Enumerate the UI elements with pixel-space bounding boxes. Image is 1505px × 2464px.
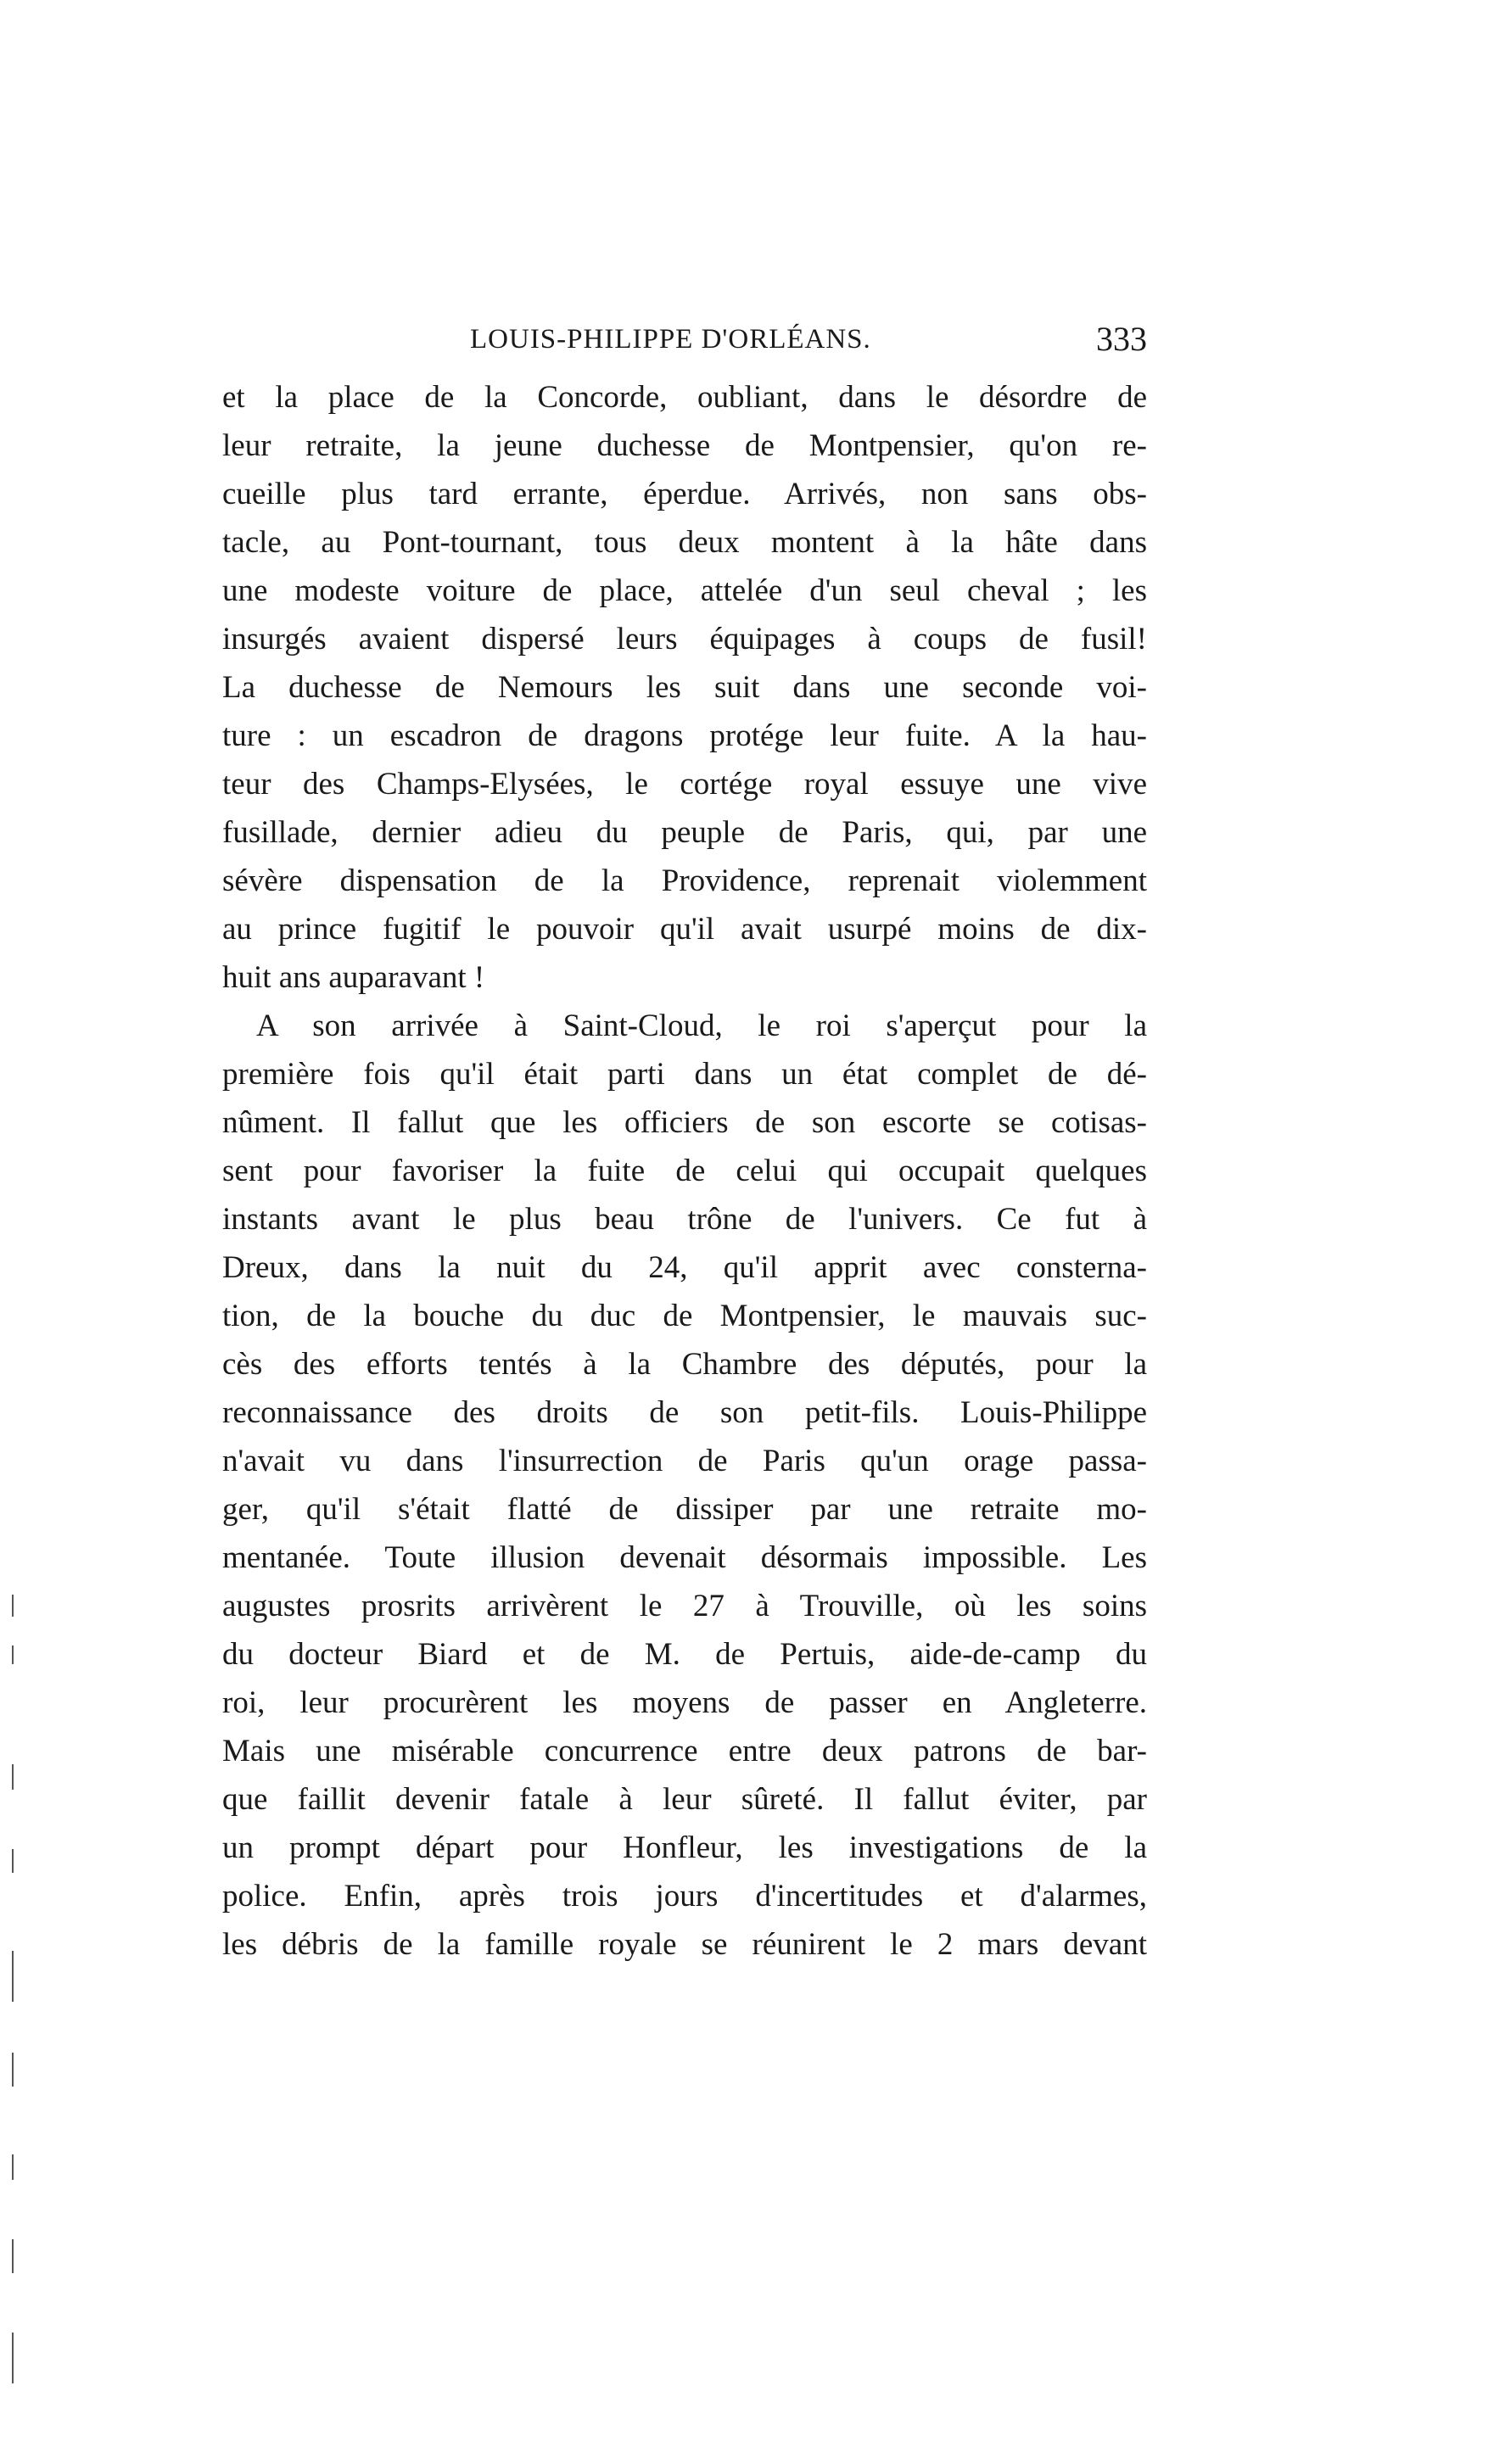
text-line: nûment. Il fallut que les officiers de son escorte se cotisas- bbox=[222, 1105, 1147, 1140]
scan-mark bbox=[12, 1764, 14, 1790]
text-line: huit ans auparavant ! bbox=[222, 960, 485, 995]
text-line: une modeste voiture de place, attelée d'un seul cheval ; les bbox=[222, 573, 1147, 608]
text-line: A son arrivée à Saint-Cloud, le roi s'aperçut pour la bbox=[256, 1009, 1147, 1043]
text-line: que faillit devenir fatale à leur sûreté. Il fallut éviter, par bbox=[222, 1782, 1147, 1817]
scan-mark bbox=[12, 1951, 14, 2002]
text-line: ger, qu'il s'était flatté de dissiper par une retraite mo- bbox=[222, 1492, 1147, 1527]
text-line: au prince fugitif le pouvoir qu'il avait usurpé moins de dix- bbox=[222, 912, 1147, 947]
text-line: mentanée. Toute illusion devenait désormais impossible. Les bbox=[222, 1540, 1147, 1575]
text-line: sévère dispensation de la Providence, reprenait violemment bbox=[222, 863, 1147, 898]
text-line: ture : un escadron de dragons protége leur fuite. A la hau- bbox=[222, 718, 1147, 753]
text-line: augustes prosrits arrivèrent le 27 à Trouville, où les soins bbox=[222, 1589, 1147, 1623]
text-line: fusillade, dernier adieu du peuple de Paris, qui, par une bbox=[222, 815, 1147, 850]
body-text bbox=[222, 373, 1147, 1969]
text-line: teur des Champs-Elysées, le cortége royal essuye une vive bbox=[222, 767, 1147, 802]
text-line: tacle, au Pont-tournant, tous deux montent à la hâte dans bbox=[222, 525, 1147, 560]
text-line: Mais une misérable concurrence entre deux patrons de bar- bbox=[222, 1734, 1147, 1768]
text-line: leur retraite, la jeune duchesse de Montpensier, qu'on re- bbox=[222, 428, 1147, 463]
text-line: sent pour favoriser la fuite de celui qui occupait quelques bbox=[222, 1154, 1147, 1188]
text-line: première fois qu'il était parti dans un état complet de dé- bbox=[222, 1057, 1147, 1092]
scan-mark bbox=[12, 2154, 14, 2180]
scan-mark bbox=[12, 1849, 14, 1873]
text-line: Dreux, dans la nuit du 24, qu'il apprit avec consterna- bbox=[222, 1250, 1147, 1285]
scan-edge-marks bbox=[12, 1595, 15, 2443]
scan-mark bbox=[12, 2333, 14, 2383]
scan-mark bbox=[12, 1595, 14, 1617]
text-line: cueille plus tard errante, éperdue. Arrivés, non sans obs- bbox=[222, 477, 1147, 511]
page-header bbox=[222, 316, 1147, 366]
text-line: La duchesse de Nemours les suit dans une seconde voi- bbox=[222, 670, 1147, 705]
scan-mark bbox=[12, 1645, 14, 1664]
text-line: police. Enfin, après trois jours d'incertitudes et d'alarmes, bbox=[222, 1879, 1147, 1914]
scan-mark bbox=[12, 2053, 14, 2087]
text-line: et la place de la Concorde, oubliant, dans le désordre de bbox=[222, 380, 1147, 415]
text-line: cès des efforts tentés à la Chambre des députés, pour la bbox=[222, 1347, 1147, 1382]
text-line: n'avait vu dans l'insurrection de Paris qu'un orage passa- bbox=[222, 1444, 1147, 1478]
text-line: insurgés avaient dispersé leurs équipages à coups de fusil! bbox=[222, 622, 1147, 657]
text-line: roi, leur procurèrent les moyens de passer en Angleterre. bbox=[222, 1685, 1147, 1720]
text-line: du docteur Biard et de M. de Pertuis, aide-de-camp du bbox=[222, 1637, 1147, 1672]
text-line: reconnaissance des droits de son petit-fils. Louis-Philippe bbox=[222, 1395, 1147, 1430]
text-line: instants avant le plus beau trône de l'univers. Ce fut à bbox=[222, 1202, 1147, 1237]
text-line: tion, de la bouche du duc de Montpensier, le mauvais suc- bbox=[222, 1299, 1147, 1333]
text-line: un prompt départ pour Honfleur, les investigations de la bbox=[222, 1830, 1147, 1865]
scan-mark bbox=[12, 2239, 14, 2273]
text-line: les débris de la famille royale se réunirent le 2 mars devant bbox=[222, 1927, 1147, 1962]
page-number: 333 bbox=[1096, 320, 1147, 358]
running-title: LOUIS-PHILIPPE D'ORLÉANS. bbox=[470, 324, 871, 355]
